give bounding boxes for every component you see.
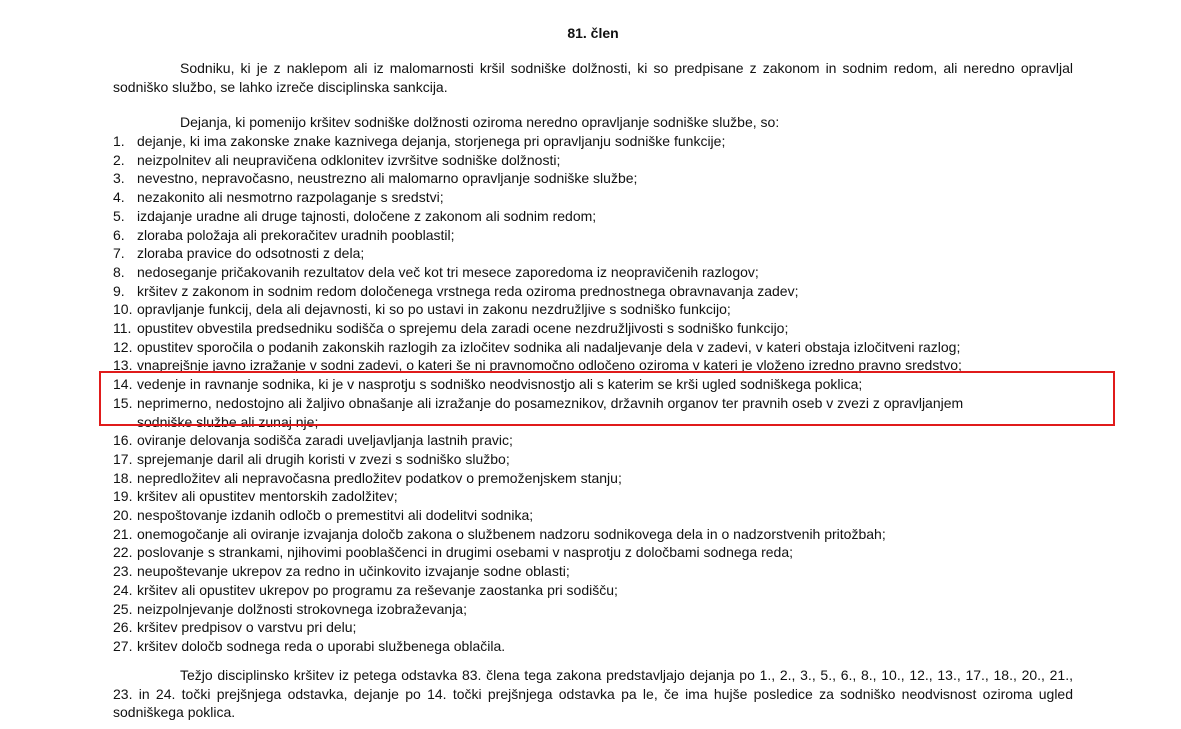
item-text: neprimerno, nedostojno ali žaljivo obnašanje ali izražanje do posameznikov, državnih organov ter pravnih oseb v zvezi z opravljanjem sodniške službe ali zunaj nje; [137,394,964,430]
list-item [113,543,1073,562]
item-number: 10. [113,301,133,318]
item-number: 17. [113,450,133,467]
list-item [113,207,1073,226]
item-text: kršitev z zakonom in sodnim redom določenega vrstnega reda oziroma prednostnega obravnavanja zadev; [137,282,799,299]
item-number: 8. [113,263,125,280]
item-number: 27. [113,637,133,654]
list-item [113,338,1073,357]
item-text: nezakonito ali nesmotrno razpolaganje s sredstvi; [137,189,444,206]
list-item [113,506,1073,525]
item-text: vedenje in ravnanje sodnika, ki je v nasprotju s sodniško neodvisnostjo ali s katerim se krši ugled sodniškega poklica; [137,376,863,393]
item-number: 3. [113,170,125,187]
item-text: nespoštovanje izdanih odločb o premestitvi ali dodelitvi sodnika; [137,507,534,524]
item-number: 20. [113,507,133,524]
item-number: 25. [113,600,133,617]
item-text: kršitev predpisov o varstvu pri delu; [137,619,357,636]
item-number: 22. [113,544,133,561]
item-text: dejanje, ki ima zakonske znake kaznivega dejanja, storjenega pri opravljanju sodniške funkcije; [137,133,726,149]
list-item [113,469,1073,488]
item-number: 7. [113,245,125,262]
item-number: 13. [113,357,133,374]
item-number: 4. [113,189,125,206]
item-number: 12. [113,338,133,355]
item-text: opustitev sporočila o podanih zakonskih razlogih za izločitev sodnika ali nadaljevanje dela v zadevi, v kateri obstaja izločitveni razlog; [137,338,961,355]
list-item [113,132,1073,151]
list-item [113,300,1073,319]
list-item [113,487,1073,506]
item-text: zloraba pravice do odsotnosti z dela; [137,245,365,262]
item-text: sprejemanje daril ali drugih koristi v zvezi s sodniško službo; [137,450,510,467]
list-item [113,319,1073,338]
item-text: nepredložitev ali nepravočasna predložitev podatkov o premoženjskem stanju; [137,469,622,486]
list-item [113,525,1073,544]
item-text: opravljanje funkcij, dela ali dejavnosti, ki so po ustavi in zakonu nezdružljive s sodniško funkcijo; [137,301,731,318]
list-item [113,151,1073,170]
list-item [113,244,1073,263]
item-number: 18. [113,469,133,486]
item-number: 14. [113,376,133,393]
item-number: 9. [113,282,125,299]
paragraph-2: Dejanja, ki pomenijo kršitev sodniške dolžnosti oziroma neredno opravljanje sodniške službe, so: [180,114,780,130]
list-item [113,169,1073,188]
article-title: 81. člen [567,25,619,41]
item-text: nedoseganje pričakovanih rezultatov dela več kot tri mesece zaporedoma iz neopravičenih razlogov; [137,263,759,280]
item-number: 1. [113,133,125,149]
item-text: zloraba položaja ali prekoračitev uradnih pooblastil; [137,226,455,243]
list-item [113,431,1073,450]
item-text: kršitev ali opustitev ukrepov po programu za reševanje zaostanka pri sodišču; [137,581,618,598]
item-number: 24. [113,581,133,598]
list-item [113,450,1073,469]
item-number: 15. [113,394,133,411]
highlight-box [99,371,1115,426]
list-item [113,581,1073,600]
item-text: poslovanje s strankami, njihovimi pooblaščenci in drugimi osebami v nasprotju z določbami sodnega reda; [137,544,794,561]
item-number: 6. [113,226,125,243]
item-text: onemogočanje ali oviranje izvajanja določb zakona o službenem nadzoru sodnikovega dela in o nadzorstvenih pritožbah; [137,525,886,542]
paragraph-1: Sodniku, ki je z naklepom ali iz malomarnosti kršil sodniške dolžnosti, ki so predpisane z zakonom in sodnim redom, ali neredno opravljal sodniško službo, se lahko izreče disciplinska sankcija. [113,60,1073,95]
list-item [113,226,1073,245]
list-item [113,637,1073,656]
item-text: oviranje delovanja sodišča zaradi uveljavljanja lastnih pravic; [137,432,513,449]
item-number: 11. [113,320,132,337]
item-number: 5. [113,207,125,224]
item-number: 21. [113,525,133,542]
item-number: 16. [113,432,133,449]
list-item [113,282,1073,301]
list-item [113,263,1073,282]
list-item [113,562,1073,581]
item-text: neizpolnitev ali neupravičena odklonitev izvršitve sodniške dolžnosti; [137,151,561,168]
list-item [113,600,1073,619]
item-number: 2. [113,151,125,168]
item-text: neupoštevanje ukrepov za redno in učinkovito izvajanje sodne oblasti; [137,563,570,580]
item-number: 19. [113,488,133,505]
item-text: izdajanje uradne ali druge tajnosti, določene z zakonom ali sodnim redom; [137,207,597,224]
list-item [113,188,1073,207]
list-item [113,618,1073,637]
item-text: opustitev obvestila predsedniku sodišča o sprejemu dela zaradi ocene nezdružljivosti s sodniško funkcijo; [137,320,789,337]
item-text: kršitev ali opustitev mentorskih zadolžitev; [137,488,398,505]
item-text: nevestno, nepravočasno, neustrezno ali malomarno opravljanje sodniške službe; [137,170,638,187]
item-number: 23. [113,563,133,580]
item-number: 26. [113,619,133,636]
item-text: vnaprejšnje javno izražanje v sodni zadevi, o kateri še ni pravnomočno odločeno oziroma v kateri je vloženo izredno pravno sredstvo; [137,357,962,374]
item-text: neizpolnjevanje dolžnosti strokovnega izobraževanja; [137,600,467,617]
paragraph-3: Težjo disciplinsko kršitev iz petega odstavka 83. člena tega zakona predstavljajo dejanja po 1., 2., 3., 5., 6., 8., 10., 12., 13., 17., 18., 20., 21., 23. in 24. točki prejšnjega odstavka, dejanje po 14. točki prejšnjega odstavka pa le, če ima hujše posledice za sodniško neodvisnost oziroma ugled sodniškega poklica. [113,667,1073,721]
item-text: kršitev določb sodnega reda o uporabi službenega oblačila. [137,637,506,654]
